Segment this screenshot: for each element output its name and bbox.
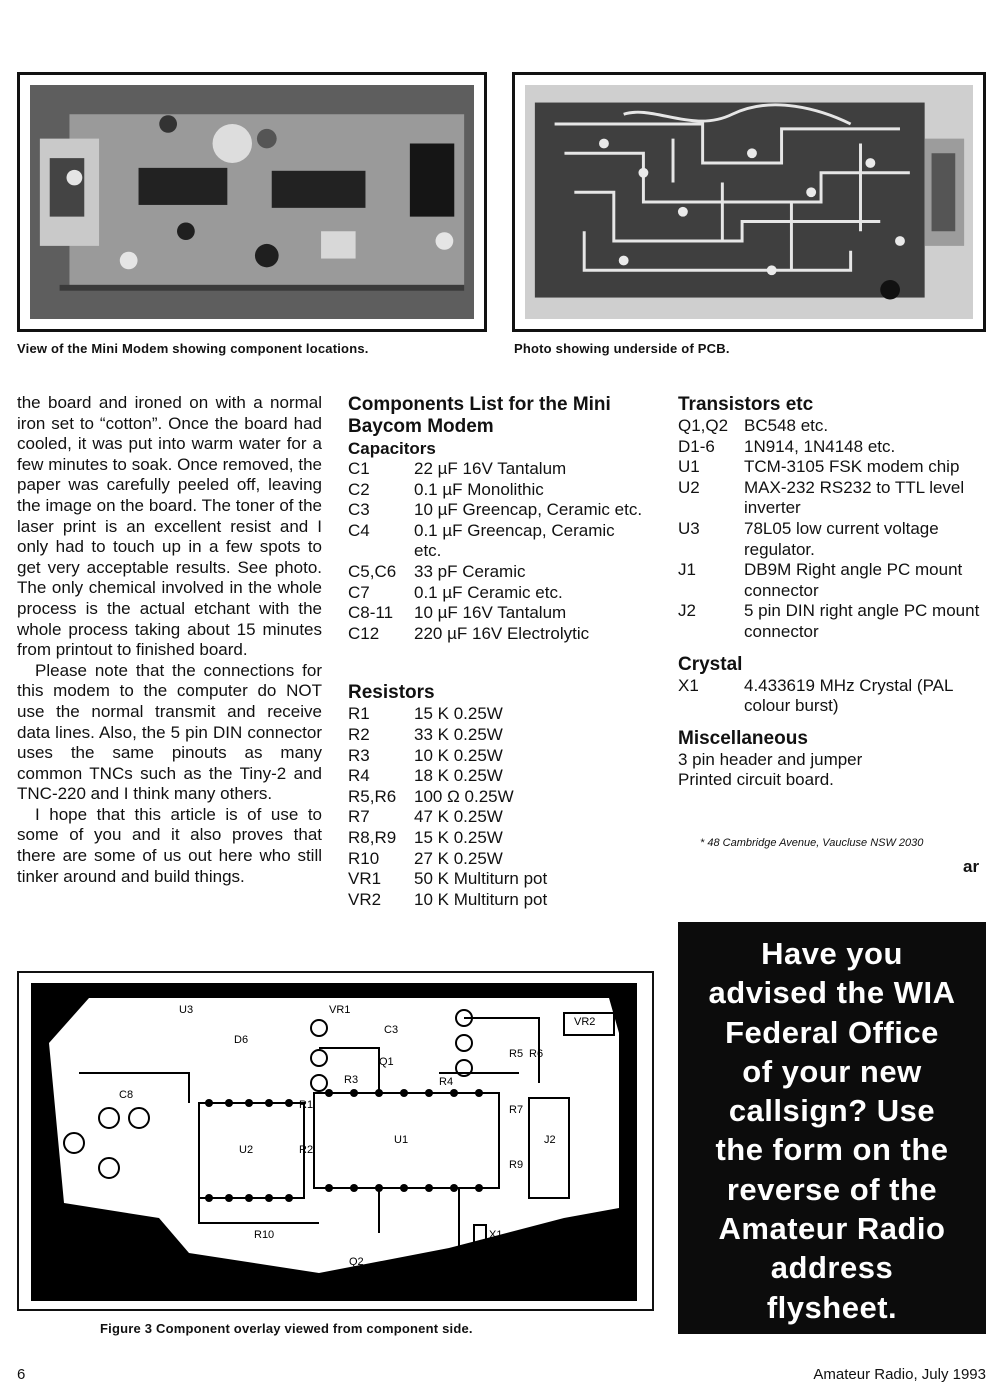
component-desc: 220 µF 16V Electrolytic bbox=[414, 623, 590, 643]
component-overlay-diagram bbox=[19, 973, 652, 1309]
label-r6: R6 bbox=[529, 1048, 544, 1060]
component-row bbox=[348, 869, 644, 890]
right-photo-caption: Photo showing underside of PCB. bbox=[514, 341, 730, 356]
component-desc: 22 µF 16V Tantalum bbox=[414, 459, 567, 478]
label-u3: U3 bbox=[179, 1004, 194, 1016]
article-body bbox=[17, 393, 322, 887]
ad-line: address bbox=[770, 1250, 894, 1286]
component-row bbox=[348, 766, 644, 787]
parts-column bbox=[678, 394, 988, 791]
component-row bbox=[348, 704, 644, 725]
component-row bbox=[348, 562, 644, 583]
component-row bbox=[678, 437, 983, 458]
component-row bbox=[348, 459, 644, 480]
label-r2: R2 bbox=[299, 1144, 314, 1156]
article-paragraph-3: I hope that this article is of use to some of you and it also proves that there are some of us out here who still tinker around and build things. bbox=[17, 804, 322, 886]
resistors-heading: Resistors bbox=[348, 682, 435, 704]
label-j2: J2 bbox=[544, 1134, 556, 1146]
pcb-underside-photo bbox=[512, 72, 986, 332]
label-u1: U1 bbox=[394, 1134, 409, 1146]
publication-footer: Amateur Radio, July 1993 bbox=[813, 1366, 986, 1383]
component-row bbox=[678, 560, 983, 601]
component-row bbox=[678, 601, 983, 642]
ad-line: advised the WIA bbox=[708, 975, 956, 1011]
component-desc: TCM-3105 FSK modem chip bbox=[744, 457, 960, 477]
component-row bbox=[678, 457, 983, 478]
component-ref: D1-6 bbox=[678, 436, 715, 456]
component-row bbox=[348, 725, 644, 746]
component-row bbox=[348, 746, 644, 767]
component-overlay-figure bbox=[17, 971, 654, 1311]
component-desc: 50 K Multiturn pot bbox=[414, 869, 548, 889]
signoff: ar bbox=[963, 857, 980, 876]
page-number: 6 bbox=[17, 1366, 26, 1383]
component-desc: 18 K 0.25W bbox=[414, 766, 503, 786]
component-ref: C7 bbox=[348, 582, 370, 602]
figure-caption: Figure 3 Component overlay viewed from component side. bbox=[100, 1321, 473, 1336]
ad-line: Federal Office bbox=[725, 1014, 939, 1050]
crystal-heading: Crystal bbox=[678, 653, 743, 675]
crystal-table bbox=[678, 676, 983, 717]
resistors-table bbox=[348, 704, 644, 910]
label-r7: R7 bbox=[509, 1104, 524, 1116]
component-desc: 0.1 µF Monolithic bbox=[414, 479, 544, 499]
component-row bbox=[348, 583, 644, 604]
component-row bbox=[348, 849, 644, 870]
component-row bbox=[348, 521, 644, 562]
component-row bbox=[678, 478, 983, 519]
component-ref: C12 bbox=[348, 623, 380, 643]
component-ref: J1 bbox=[678, 560, 696, 580]
ad-line: the form on the bbox=[715, 1132, 949, 1168]
component-ref: VR2 bbox=[348, 889, 382, 909]
component-ref: R1 bbox=[348, 704, 370, 724]
component-ref: C4 bbox=[348, 520, 370, 540]
component-desc: 10 µF Greencap, Ceramic etc. bbox=[414, 500, 643, 520]
mini-modem-photo-image bbox=[30, 85, 474, 319]
component-ref: R10 bbox=[348, 848, 380, 868]
label-q1: Q1 bbox=[379, 1056, 394, 1068]
article-paragraph-1: the board and ironed on with a normal iron set to “cotton”. Once the board had cooled, it was put into warm water for a few minutes to soak. Once removed, the paper was carefully peeled off, leaving the image on the board. The toner of the laser print is an excellent resist and I only had to touch up in a few spots to get very acceptable results. See photo. The only chemical involved in the whole process is the actual etchant with the whole process taking about 15 minutes from printout to finished board. bbox=[17, 393, 322, 660]
component-row bbox=[678, 416, 983, 437]
component-desc: 5 pin DIN right angle PC mount connector bbox=[744, 601, 980, 641]
component-row bbox=[348, 624, 644, 645]
component-desc: 27 K 0.25W bbox=[414, 848, 503, 868]
component-ref: J2 bbox=[678, 601, 696, 621]
left-photo-caption: View of the Mini Modem showing component locations. bbox=[17, 341, 369, 356]
component-row bbox=[348, 480, 644, 501]
component-desc: 0.1 µF Greencap, Ceramic etc. bbox=[414, 520, 615, 561]
component-ref: R4 bbox=[348, 766, 370, 786]
component-desc: BC548 etc. bbox=[744, 416, 829, 435]
ad-line: flysheet. bbox=[766, 1289, 898, 1325]
component-desc: 10 K 0.25W bbox=[414, 745, 503, 765]
component-ref: U1 bbox=[678, 457, 700, 477]
ad-line: Amateur Radio bbox=[718, 1211, 946, 1247]
component-desc: 100 Ω 0.25W bbox=[414, 786, 514, 806]
component-desc: DB9M Right angle PC mount connector bbox=[744, 560, 963, 600]
misc-item: Printed circuit board. bbox=[678, 770, 834, 790]
ad-line: of your new bbox=[742, 1053, 922, 1089]
component-ref: R5,R6 bbox=[348, 786, 397, 806]
component-ref: C8-11 bbox=[348, 603, 394, 623]
label-vr1: VR1 bbox=[329, 1004, 351, 1016]
label-r10: R10 bbox=[254, 1229, 275, 1241]
component-ref: C2 bbox=[348, 479, 370, 499]
component-desc: 10 K Multiturn pot bbox=[414, 889, 548, 909]
label-u2: U2 bbox=[239, 1144, 254, 1156]
component-desc: 0.1 µF Ceramic etc. bbox=[414, 582, 563, 602]
label-c8: C8 bbox=[119, 1089, 134, 1101]
article-paragraph-2: Please note that the connections for this modem to the computer do NOT use the normal transmit and receive data lines. Also, the 5 pin DIN connector uses the same pinouts as many common TNCs such as the Tiny-2 and TNC-220 and I think many others. bbox=[17, 660, 322, 804]
label-r4: R4 bbox=[439, 1076, 454, 1088]
component-row bbox=[348, 807, 644, 828]
component-ref: R2 bbox=[348, 724, 370, 744]
label-c3: C3 bbox=[384, 1024, 399, 1036]
component-ref: VR1 bbox=[348, 869, 382, 889]
label-r3: R3 bbox=[344, 1074, 359, 1086]
label-r5: R5 bbox=[509, 1048, 524, 1060]
component-desc: 47 K 0.25W bbox=[414, 807, 503, 827]
component-desc: 4.433619 MHz Crystal (PAL colour burst) bbox=[744, 675, 953, 716]
component-ref: X1 bbox=[678, 675, 699, 695]
label-r9: R9 bbox=[509, 1159, 524, 1171]
component-ref: C5,C6 bbox=[348, 561, 397, 581]
label-r1: R1 bbox=[299, 1099, 314, 1111]
capacitors-table bbox=[348, 459, 644, 644]
components-list-title: Components List for the Mini Baycom Modem bbox=[348, 394, 611, 437]
component-ref: C1 bbox=[348, 459, 370, 478]
component-row bbox=[348, 500, 644, 521]
component-row bbox=[678, 519, 983, 560]
component-row bbox=[348, 603, 644, 624]
component-desc: 15 K 0.25W bbox=[414, 704, 503, 724]
transistors-heading: Transistors etc bbox=[678, 394, 814, 415]
mini-modem-photo bbox=[17, 72, 487, 332]
component-desc: 1N914, 1N4148 etc. bbox=[744, 436, 896, 456]
label-q2: Q2 bbox=[349, 1256, 364, 1268]
component-row bbox=[678, 676, 983, 717]
component-ref: R3 bbox=[348, 745, 370, 765]
component-ref: C3 bbox=[348, 500, 370, 520]
component-row bbox=[348, 828, 644, 849]
component-ref: U3 bbox=[678, 518, 700, 538]
components-column bbox=[348, 394, 648, 910]
component-desc: 10 µF 16V Tantalum bbox=[414, 603, 567, 623]
label-d6: D6 bbox=[234, 1034, 249, 1046]
misc-heading: Miscellaneous bbox=[678, 727, 808, 749]
component-row bbox=[348, 890, 644, 911]
transistors-table bbox=[678, 416, 983, 643]
label-vr2: VR2 bbox=[574, 1016, 596, 1028]
component-desc: 33 K 0.25W bbox=[414, 724, 503, 744]
component-desc: 78L05 low current voltage regulator. bbox=[744, 518, 939, 559]
label-x1: X1 bbox=[489, 1229, 503, 1241]
pcb-underside-photo-image bbox=[525, 85, 973, 319]
misc-item: 3 pin header and jumper bbox=[678, 749, 863, 769]
component-ref: R8,R9 bbox=[348, 827, 397, 847]
capacitors-heading: Capacitors bbox=[348, 439, 436, 458]
component-ref: R7 bbox=[348, 807, 370, 827]
component-desc: 33 pF Ceramic bbox=[414, 561, 526, 581]
component-row bbox=[348, 787, 644, 808]
component-ref: Q1,Q2 bbox=[678, 416, 729, 435]
wia-advertisement bbox=[678, 922, 986, 1334]
ad-line: callsign? Use bbox=[728, 1093, 936, 1129]
author-address: * 48 Cambridge Avenue, Vaucluse NSW 2030 bbox=[700, 837, 924, 849]
component-desc: MAX-232 RS232 to TTL level inverter bbox=[744, 477, 965, 518]
component-ref: U2 bbox=[678, 477, 700, 497]
component-desc: 15 K 0.25W bbox=[414, 827, 503, 847]
ad-line: reverse of the bbox=[726, 1171, 938, 1207]
ad-line: Have you bbox=[761, 936, 903, 971]
